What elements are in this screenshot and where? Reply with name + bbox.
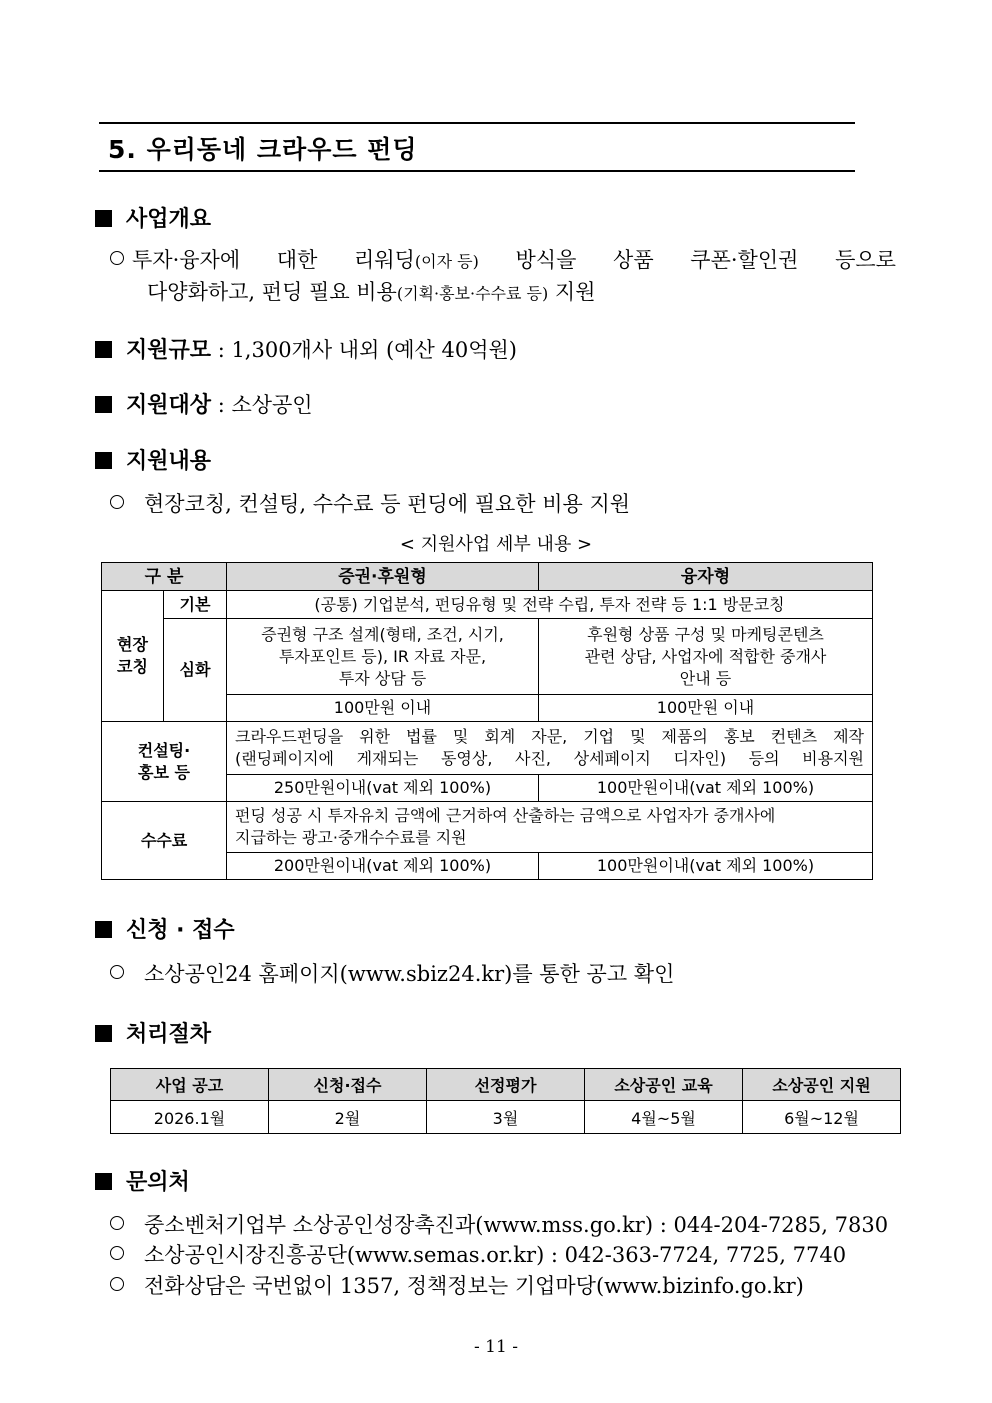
circle-bullet-icon bbox=[110, 251, 124, 265]
process-header-row bbox=[111, 1069, 901, 1101]
process-header: 사업 공고 bbox=[111, 1069, 269, 1101]
table-row bbox=[102, 591, 873, 619]
table-row bbox=[102, 722, 873, 775]
page-title: 5. 우리동네 크라우드 펀딩 bbox=[108, 135, 418, 164]
consulting-text: 크라우드펀딩을 위한 법률 및 회계 자문, 기업 및 제품의 홍보 컨텐츠 제작 (랜딩페이지에 게재되는 동영상, 사진, 상세페이지 디자인) 등의 비용지원 bbox=[227, 722, 873, 775]
overview-line-2: 다양화하고, 펀딩 필요 비용(기획·홍보·수수료 등) 지원 bbox=[147, 280, 596, 304]
section-overview bbox=[95, 202, 211, 233]
process-value: 2월 bbox=[269, 1101, 427, 1134]
contact-item: 전화상담은 국번없이 1357, 정책정보는 기업마당(www.bizinfo.go.kr) bbox=[110, 1270, 804, 1300]
contact-item: 소상공인시장진흥공단(www.semas.or.kr) : 042-363-7724, 7725, 7740 bbox=[110, 1239, 846, 1269]
table-row bbox=[102, 802, 873, 853]
contact-item: 중소벤처기업부 소상공인성장촉진과(www.mss.go.kr) : 044-204-7285, 7830 bbox=[110, 1209, 888, 1239]
table-row bbox=[102, 619, 873, 695]
overview-heading: 사업개요 bbox=[126, 207, 212, 232]
section-target: 지원대상 : 소상공인 bbox=[95, 388, 313, 419]
row-label-coaching: 현장 코칭 bbox=[102, 591, 164, 722]
circle-bullet-icon bbox=[110, 965, 124, 979]
process-header: 소상공인 지원 bbox=[743, 1069, 901, 1101]
consulting-loan-amount: 100만원이내(vat 제외 100%) bbox=[539, 775, 873, 802]
consulting-equity-amount: 250만원이내(vat 제외 100%) bbox=[227, 775, 539, 802]
deep-loan-text: 후원형 상품 구성 및 마케팅콘텐츠 관련 상담, 사업자에 적합한 중개사 안내 등 bbox=[539, 619, 873, 695]
support-detail-table bbox=[101, 562, 873, 880]
section-apply: 신청 · 접수 bbox=[95, 913, 235, 944]
square-bullet-icon bbox=[95, 452, 112, 469]
header-equity: 증권·후원형 bbox=[227, 563, 539, 591]
circle-bullet-icon bbox=[110, 1277, 124, 1291]
deep-equity-text: 증권형 구조 설계(형태, 조건, 시기, 투자포인트 등), IR 자료 자문, 투자 상담 등 bbox=[227, 619, 539, 695]
content-bullet: 현장코칭, 컨설팅, 수수료 등 펀딩에 필요한 비용 지원 bbox=[110, 488, 630, 518]
process-table bbox=[110, 1068, 901, 1134]
circle-bullet-icon bbox=[110, 1216, 124, 1230]
process-value: 4월~5월 bbox=[585, 1101, 743, 1134]
header-category: 구 분 bbox=[102, 563, 227, 591]
circle-bullet-icon bbox=[110, 1246, 124, 1260]
square-bullet-icon bbox=[95, 396, 112, 413]
basic-text: (공통) 기업분석, 펀딩유형 및 전략 수립, 투자 전략 등 1:1 방문코칭 bbox=[227, 591, 873, 619]
title-bottom-rule bbox=[99, 170, 855, 172]
row-label-basic: 기본 bbox=[164, 591, 227, 619]
process-header: 소상공인 교육 bbox=[585, 1069, 743, 1101]
deep-loan-amount: 100만원 이내 bbox=[539, 695, 873, 722]
fee-text: 펀딩 성공 시 투자유치 금액에 근거하여 산출하는 금액으로 사업자가 중개사에 지급하는 광고·중개수수료를 지원 bbox=[227, 802, 873, 853]
square-bullet-icon bbox=[95, 1173, 112, 1190]
process-value-row bbox=[111, 1101, 901, 1134]
circle-bullet-icon bbox=[110, 495, 124, 509]
header-loan: 융자형 bbox=[539, 563, 873, 591]
process-header: 선정평가 bbox=[427, 1069, 585, 1101]
section-process: 처리절차 bbox=[95, 1017, 211, 1048]
apply-bullet: 소상공인24 홈페이지(www.sbiz24.kr)를 통한 공고 확인 bbox=[110, 958, 674, 988]
title-top-rule bbox=[99, 122, 855, 124]
square-bullet-icon bbox=[95, 921, 112, 938]
section-scale: 지원규모 : 1,300개사 내외 (예산 40억원) bbox=[95, 333, 517, 364]
square-bullet-icon bbox=[95, 341, 112, 358]
deep-equity-amount: 100만원 이내 bbox=[227, 695, 539, 722]
process-value: 2026.1월 bbox=[111, 1101, 269, 1134]
page-number: - 11 - bbox=[474, 1337, 518, 1357]
square-bullet-icon bbox=[95, 1025, 112, 1042]
section-content: 지원내용 bbox=[95, 444, 211, 475]
fee-loan-amount: 100만원이내(vat 제외 100%) bbox=[539, 853, 873, 880]
square-bullet-icon bbox=[95, 210, 112, 227]
row-label-consulting: 컨설팅· 홍보 등 bbox=[102, 722, 227, 802]
process-value: 6월~12월 bbox=[743, 1101, 901, 1134]
section-contact: 문의처 bbox=[95, 1165, 190, 1196]
overview-line-1: 투자·융자에 대한 리워딩(이자 등) 방식을 상품 쿠폰·할인권 등으로 bbox=[110, 244, 896, 274]
row-label-deep: 심화 bbox=[164, 619, 227, 722]
table-caption: < 지원사업 세부 내용 > bbox=[399, 534, 593, 555]
process-header: 신청·접수 bbox=[269, 1069, 427, 1101]
process-value: 3월 bbox=[427, 1101, 585, 1134]
row-label-fee: 수수료 bbox=[102, 802, 227, 880]
fee-equity-amount: 200만원이내(vat 제외 100%) bbox=[227, 853, 539, 880]
table-header-row bbox=[102, 563, 873, 591]
